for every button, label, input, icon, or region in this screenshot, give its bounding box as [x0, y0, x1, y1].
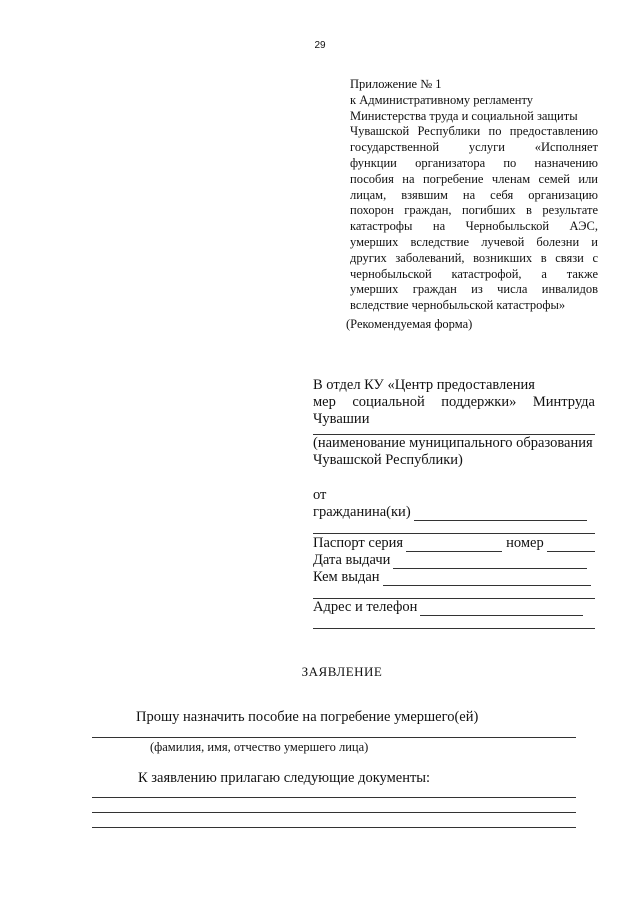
passport-number-field[interactable]: [547, 539, 595, 552]
issued-by-label: Кем выдан: [313, 569, 380, 585]
municipality-hint-1: (наименование муниципального образования: [313, 435, 593, 451]
request-text: Прошу назначить пособие на погребение умершего(ей): [136, 709, 479, 725]
documents-field-2[interactable]: [92, 812, 576, 813]
appendix-line: других заболеваний, возникших в связи с: [350, 250, 598, 265]
deceased-name-hint: (фамилия, имя, отчество умершего лица): [150, 740, 369, 754]
passport-series-label: Паспорт серия: [313, 535, 404, 551]
from-label: от: [313, 487, 327, 503]
address-phone-label: Адрес и телефон: [313, 599, 418, 615]
citizen-label: гражданина(ки): [313, 504, 411, 520]
citizen-name-field-2[interactable]: [313, 533, 595, 534]
passport-number-label: номер: [506, 535, 544, 551]
issue-date-field[interactable]: [393, 556, 587, 569]
appendix-line: государственной услуги «Исполняет: [350, 140, 598, 155]
issue-date-label: Дата выдачи: [313, 552, 391, 568]
addressee-line-1: В отдел КУ «Центр предоставления: [313, 377, 535, 393]
addressee-block: [313, 377, 595, 629]
addressee-line-3: Чувашии: [313, 411, 370, 427]
citizen-name-field[interactable]: [414, 508, 587, 521]
municipality-hint-2: Чувашской Республики): [313, 452, 463, 468]
citizen-row: [313, 504, 587, 521]
page-number: 29: [314, 40, 326, 51]
appendix-line: похорон граждан, погибших в результате: [350, 203, 598, 218]
address-phone-field-2[interactable]: [313, 628, 595, 629]
passport-series-field[interactable]: [406, 539, 502, 552]
addressee-line-2: мер социальной поддержки» Минтруда: [313, 394, 595, 410]
documents-field-1[interactable]: [92, 797, 576, 798]
appendix-line: умерших вследствие лучевой болезни и: [350, 234, 598, 249]
appendix-line: Министерства труда и социальной защиты: [350, 108, 578, 123]
appendix-line: пособия на погребение членам семей или: [350, 171, 598, 186]
appendix-line: Чувашской Республики по предоставлению: [350, 124, 598, 139]
appendix-line: лицам, взявшим на себя организацию: [350, 187, 598, 202]
issue-date-row: [313, 552, 587, 569]
appendix-header: [350, 77, 598, 314]
passport-row: [313, 535, 595, 552]
address-phone-field[interactable]: [420, 603, 583, 616]
address-phone-row: [313, 599, 583, 616]
attach-docs-text: К заявлению прилагаю следующие документы:: [138, 770, 431, 786]
recommended-form-label: (Рекомендуемая форма): [346, 317, 473, 331]
appendix-line: функции организатора по назначению: [350, 155, 598, 170]
statement-title: ЗАЯВЛЕНИЕ: [301, 664, 383, 679]
appendix-line: чернобыльской катастрофой, а также: [350, 266, 598, 281]
appendix-line: умерших граждан из числа инвалидов: [350, 282, 598, 297]
appendix-line: к Административному регламенту: [350, 92, 534, 107]
appendix-line: катастрофы на Чернобыльской АЭС,: [350, 219, 598, 234]
documents-field-3[interactable]: [92, 827, 576, 828]
issued-by-row: [313, 569, 591, 586]
appendix-line: Приложение № 1: [350, 77, 442, 91]
issued-by-field[interactable]: [383, 573, 591, 586]
appendix-line: вследствие чернобыльской катастрофы»: [350, 298, 566, 313]
deceased-name-field[interactable]: [92, 737, 576, 738]
